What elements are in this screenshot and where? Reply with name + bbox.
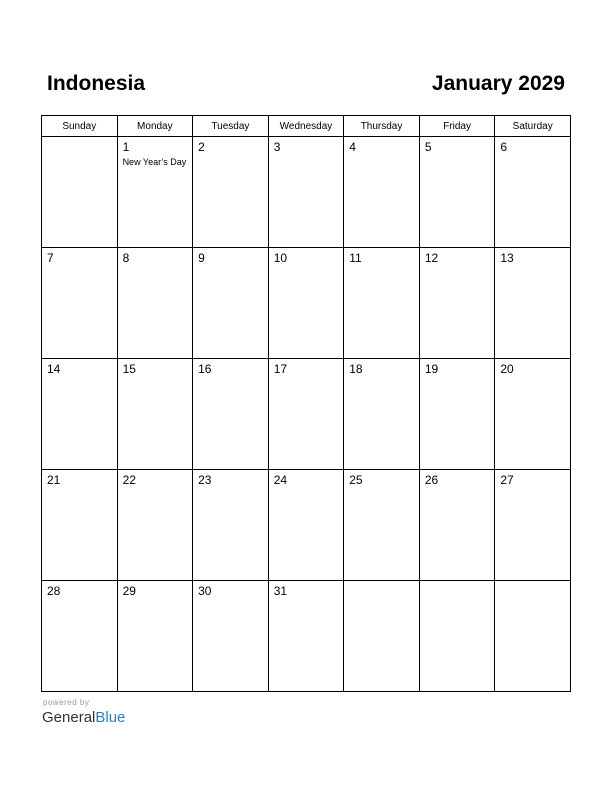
- day-cell: [193, 359, 269, 470]
- week-row: [42, 359, 571, 470]
- week-row: [42, 581, 571, 692]
- weekday-friday: Friday: [419, 116, 495, 137]
- day-cell: [268, 137, 344, 248]
- day-cell: [117, 248, 193, 359]
- day-number: 25: [349, 473, 363, 487]
- weekday-monday: Monday: [117, 116, 193, 137]
- day-cell: [268, 581, 344, 692]
- day-number: 5: [424, 140, 432, 154]
- day-number: 7: [47, 251, 54, 265]
- day-cell: [495, 248, 571, 359]
- day-cell: [344, 359, 420, 470]
- day-cell: [419, 581, 495, 692]
- day-cell: [344, 470, 420, 581]
- day-number: 8: [122, 251, 130, 265]
- day-cell: [193, 581, 269, 692]
- month-year-title: January 2029: [431, 72, 565, 95]
- day-number: 22: [122, 473, 136, 487]
- day-cell: [42, 137, 118, 248]
- day-number: 6: [500, 140, 508, 154]
- day-number: 27: [500, 473, 514, 487]
- day-number: [420, 581, 495, 585]
- weekday-header-row: [42, 116, 571, 137]
- day-number: 2: [198, 140, 205, 154]
- day-cell: [344, 581, 420, 692]
- day-number: [495, 581, 570, 585]
- day-cell: [419, 470, 495, 581]
- day-cell: [495, 470, 571, 581]
- day-number: [344, 581, 419, 585]
- day-cell: [268, 470, 344, 581]
- day-number: 13: [500, 251, 514, 265]
- day-number: [42, 137, 117, 141]
- weekday-saturday: Saturday: [495, 116, 571, 137]
- day-cell: [419, 248, 495, 359]
- day-cell: [42, 470, 118, 581]
- week-row: [42, 470, 571, 581]
- day-cell: [42, 581, 118, 692]
- day-number: 30: [198, 584, 212, 598]
- day-number: 16: [198, 362, 212, 376]
- generalblue-logo[interactable]: [42, 709, 125, 726]
- day-cell: [193, 470, 269, 581]
- brand-part1: General: [42, 709, 96, 726]
- day-number: 29: [122, 584, 136, 598]
- day-cell: [117, 359, 193, 470]
- day-number: 24: [273, 473, 288, 487]
- country-title: Indonesia: [47, 72, 146, 95]
- day-number: 18: [349, 362, 363, 376]
- day-number: 17: [273, 362, 288, 376]
- week-row: [42, 248, 571, 359]
- day-cell: [117, 470, 193, 581]
- day-number: 3: [273, 140, 281, 154]
- day-cell: [495, 359, 571, 470]
- day-cell: [268, 248, 344, 359]
- day-number: 26: [424, 473, 439, 487]
- day-cell: [419, 137, 495, 248]
- brand-part2: Blue: [95, 709, 126, 726]
- day-cell: [193, 137, 269, 248]
- day-cell: [193, 248, 269, 359]
- day-number: 10: [273, 251, 288, 265]
- week-row: [42, 137, 571, 248]
- day-cell: [344, 137, 420, 248]
- day-cell: [42, 359, 118, 470]
- day-number: 14: [47, 362, 61, 376]
- day-cell: [419, 359, 495, 470]
- day-number: 9: [198, 251, 205, 265]
- day-number: 23: [198, 473, 212, 487]
- day-number: 28: [47, 584, 61, 598]
- day-number: 11: [349, 251, 362, 265]
- day-number: 31: [273, 584, 288, 598]
- weekday-wednesday: Wednesday: [268, 116, 344, 137]
- day-number: 21: [47, 473, 61, 487]
- powered-by-text: powered by: [43, 698, 90, 707]
- calendar-grid: [41, 115, 571, 692]
- weekday-tuesday: Tuesday: [193, 116, 269, 137]
- day-cell: [495, 581, 571, 692]
- holiday-label: New Year’s Day: [122, 157, 187, 167]
- day-number: 1: [122, 140, 130, 154]
- day-number: 19: [424, 362, 439, 376]
- day-cell: [117, 581, 193, 692]
- day-number: 20: [500, 362, 514, 376]
- day-number: 4: [349, 140, 356, 154]
- weekday-sunday: Sunday: [42, 116, 118, 137]
- weekday-thursday: Thursday: [344, 116, 420, 137]
- day-number: 15: [122, 362, 136, 376]
- day-cell: [268, 359, 344, 470]
- day-cell: [344, 248, 420, 359]
- day-cell: [495, 137, 571, 248]
- day-number: 12: [424, 251, 439, 265]
- day-cell: [42, 248, 118, 359]
- day-cell: [117, 137, 193, 248]
